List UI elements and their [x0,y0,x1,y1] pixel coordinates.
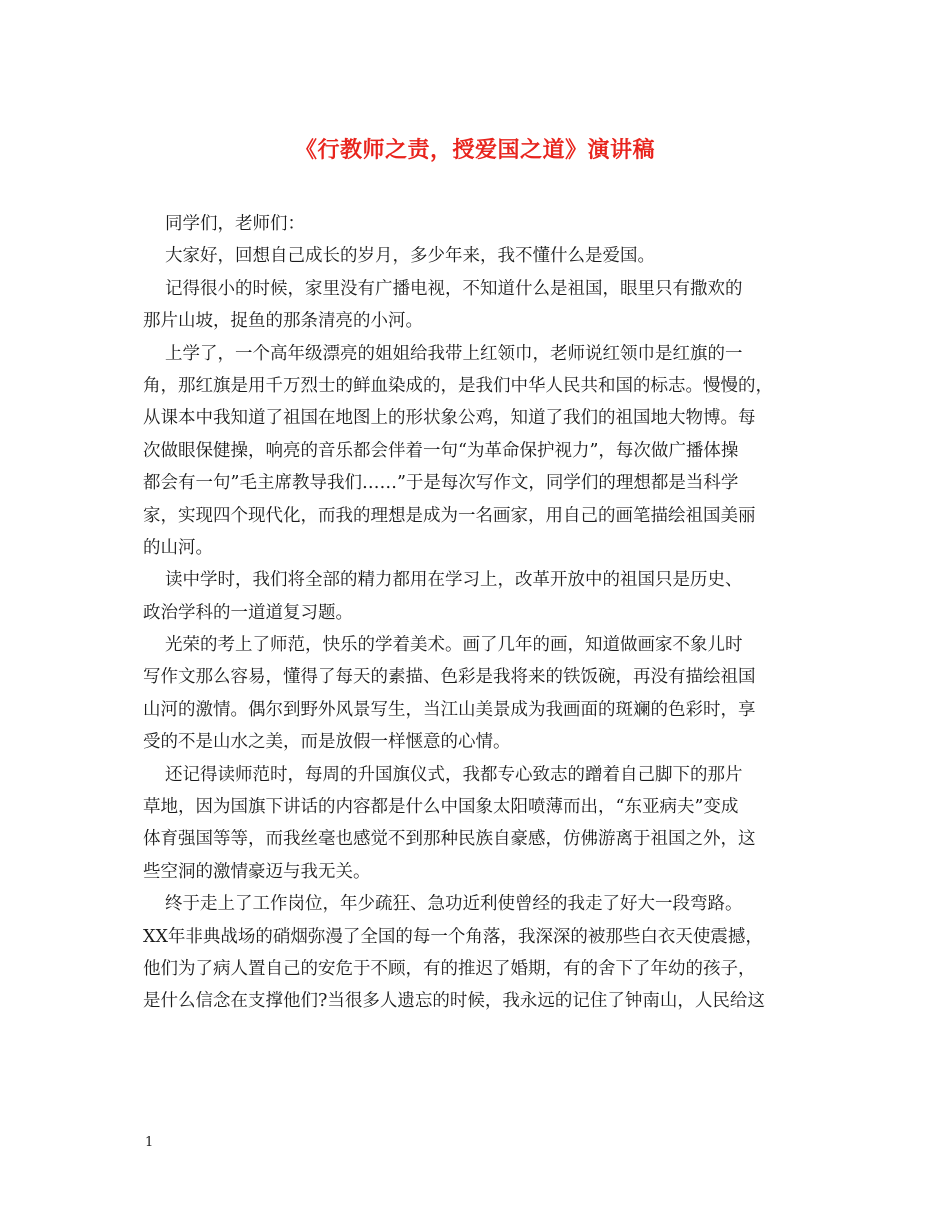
body-line: 大家好，回想自己成长的岁月，多少年来，我不懂什么是爱国。 [165,246,655,267]
body-line: 光荣的考上了师范，快乐的学着美术。画了几年的画，知道做画家不象儿时 [165,635,743,656]
document-title: 《行教师之责，授爱国之道》演讲稿 [294,137,655,163]
body-line: 那片山坡，捉鱼的那条清亮的小河。 [143,311,423,332]
body-line: 体育强国等等，而我丝毫也感觉不到那种民族自豪感，仿佛游离于祖国之外，这 [143,829,756,850]
body-line: 都会有一句”毛主席教导我们……”于是每次写作文，同学们的理想都是当科学 [143,473,739,494]
body-line: 他们为了病人置自己的安危于不顾，有的推迟了婚期，有的舍下了年幼的孩子， [143,958,756,979]
body-line: 读中学时，我们将全部的精力都用在学习上，改革开放中的祖国只是历史、 [165,570,743,591]
body-line: 还记得读师范时，每周的升国旗仪式，我都专心致志的蹭着自己脚下的那片 [165,764,743,785]
body-line: 是什么信念在支撑他们?当很多人遗忘的时候，我永远的记住了钟南山，人民给这 [143,991,765,1012]
body-line: 些空洞的激情豪迈与我无关。 [143,861,371,882]
body-line: 同学们，老师们： [165,214,305,234]
page-number: 1 [145,1135,154,1150]
body-line: 上学了，一个高年级漂亮的姐姐给我带上红领巾，老师说红领巾是红旗的一 [165,343,743,364]
body-line: 草地，因为国旗下讲话的内容都是什么中国象太阳喷薄而出，“东亚病夫”变成 [143,797,739,818]
body-line: XX年非典战场的硝烟弥漫了全国的每一个角落，我深深的被那些白衣天使震撼， [143,926,763,947]
document-body [143,208,833,1018]
body-line: 受的不是山水之美，而是放假一样惬意的心情。 [143,732,511,753]
body-line: 的山河。 [143,537,213,558]
body-line: 终于走上了工作岗位，年少疏狂、急功近利使曾经的我走了好大一段弯路。 [165,894,743,915]
body-line: 次做眼保健操，响亮的音乐都会伴着一句“为革命保护视力”，每次做广播体操 [143,440,739,461]
body-line: 角，那红旗是用千万烈士的鲜血染成的，是我们中华人民共和国的标志。慢慢的， [143,375,773,396]
body-line: 记得很小的时候，家里没有广播电视，不知道什么是祖国，眼里只有撒欢的 [165,278,743,299]
body-line: 写作文那么容易，懂得了每天的素描、色彩是我将来的铁饭碗，再没有描绘祖国 [143,667,756,688]
body-line: 山河的激情。偶尔到野外风景写生，当江山美景成为我画面的斑斓的色彩时，享 [143,699,756,720]
body-line: 家，实现四个现代化，而我的理想是成为一名画家，用自己的画笔描绘祖国美丽 [143,505,756,526]
body-line: 从课本中我知道了祖国在地图上的形状象公鸡，知道了我们的祖国地大物博。每 [143,408,756,429]
body-line: 政治学科的一道道复习题。 [143,602,353,623]
